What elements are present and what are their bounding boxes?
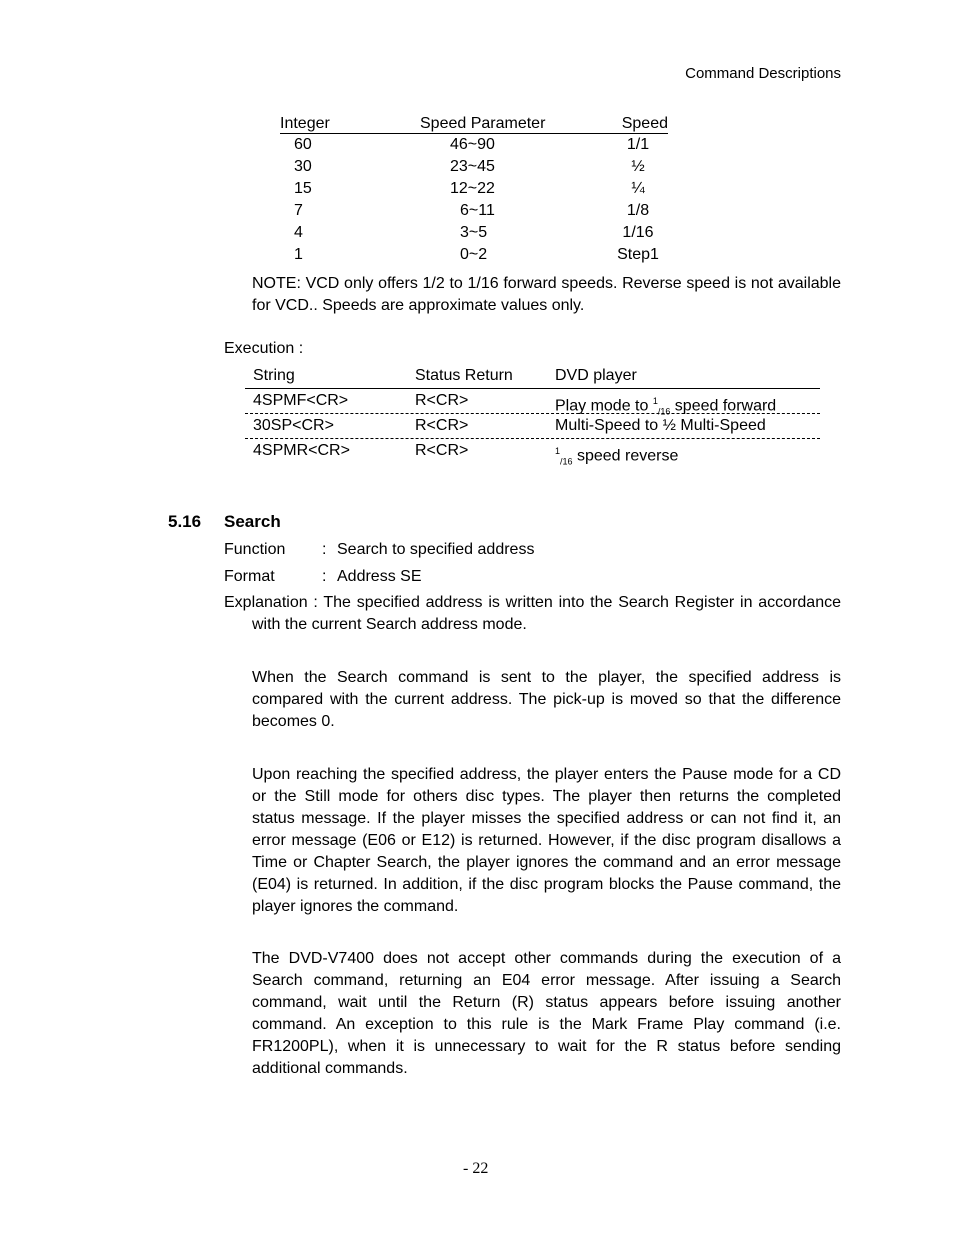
cell-status: R<CR> (415, 417, 469, 434)
search-paragraph-1: When the Search command is sent to the player, the specified address is compared with the current address. The pick-up is moved so that the difference becomes 0. (252, 669, 841, 730)
cell-integer: 7 (294, 202, 303, 219)
table-row (245, 414, 820, 439)
explanation-paragraph: Explanation : The specified address is written into the Search Register in accordance with the current Search address mode. (224, 594, 841, 633)
cell-param: 0~2 (460, 246, 488, 263)
cell-speed: 1/16 (622, 224, 654, 241)
section-title: Search (224, 512, 281, 531)
function-value: Search to specified address (337, 541, 535, 558)
cell-param: 6~11 (460, 202, 495, 219)
cell-param: 3~5 (460, 224, 488, 241)
fraction-numerator: 1 (652, 396, 658, 406)
table-row (280, 244, 668, 266)
col-string: String (253, 367, 295, 384)
cell-speed: ¼ (631, 180, 645, 197)
cell-string: 4SPMF<CR> (253, 392, 349, 409)
function-colon: : (322, 541, 327, 558)
cell-description (555, 441, 678, 472)
table-row (280, 156, 668, 178)
col-speed-parameter: Speed Parameter (420, 115, 546, 132)
search-paragraph-3: The DVD-V7400 does not accept other commands during the execution of a Search command, returning an E04 error message. After issuing a Search command, wait until the Return (R) status appears before issuing another command. An exception to this rule is the Mark Frame Play command (i.e. FR1200PL), when it is unnecessary to wait for the R status before sending additional commands. (252, 950, 841, 1077)
vcd-note: NOTE: VCD only offers 1/2 to 1/16 forward speeds. Reverse speed is not available for VCD.. Speeds are approximate values only. (252, 275, 841, 314)
cell-status: R<CR> (415, 442, 469, 459)
speed-table (280, 114, 668, 266)
format-label: Format (224, 568, 275, 585)
cell-speed: Step1 (617, 246, 659, 263)
cell-integer: 60 (294, 136, 312, 153)
cell-integer: 15 (294, 180, 312, 197)
cell-param: 23~45 (450, 158, 495, 175)
speed-table-header (280, 114, 668, 134)
fraction-denominator: /16 (560, 456, 573, 467)
cell-description: Multi-Speed to ½ Multi-Speed (555, 417, 766, 434)
table-row (280, 222, 668, 244)
table-row (280, 178, 668, 200)
desc-text: speed forward (670, 397, 777, 415)
execution-table-header (245, 364, 820, 389)
function-label: Function (224, 541, 286, 558)
cell-string: 30SP<CR> (253, 417, 334, 434)
col-integer: Integer (280, 115, 330, 132)
col-speed: Speed (621, 115, 668, 132)
cell-speed: 1/8 (626, 202, 650, 219)
table-row (245, 389, 820, 417)
page-number: - 22 (463, 1160, 489, 1177)
format-colon: : (322, 568, 327, 585)
cell-integer: 30 (294, 158, 312, 175)
cell-string: 4SPMR<CR> (253, 442, 350, 459)
section-number: 5.16 (168, 512, 202, 531)
format-value: Address SE (337, 568, 422, 585)
execution-table (245, 364, 820, 467)
fraction-numerator: 1 (555, 446, 561, 456)
table-row (245, 439, 820, 467)
col-dvd-player: DVD player (555, 367, 637, 384)
table-row (280, 134, 668, 156)
col-status-return: Status Return (415, 367, 513, 384)
cell-speed: 1/1 (626, 136, 650, 153)
cell-integer: 4 (294, 224, 303, 241)
cell-status: R<CR> (415, 392, 469, 409)
table-row (280, 200, 668, 222)
search-paragraph-2: Upon reaching the specified address, the player enters the Pause mode for a CD or the Still mode for others disc types. The player then returns the completed status message. If the player misses the specified address or can not find it, an error message (E06 or E12) is returned. However, if the disc program disallows a Time or Chapter Search, the player ignores the command and an error message (E04) is returned. In addition, if the disc program blocks the Pause command, the player ignores the command. (252, 766, 841, 915)
fraction-denominator: /16 (657, 406, 671, 417)
cell-speed: ½ (631, 158, 645, 175)
page-header: Command Descriptions (685, 65, 841, 82)
desc-text: Play mode to (555, 397, 653, 415)
execution-label: Execution : (224, 340, 304, 357)
cell-integer: 1 (294, 246, 303, 263)
cell-param: 46~90 (450, 136, 495, 153)
cell-param: 12~22 (450, 180, 495, 197)
desc-text: speed reverse (572, 447, 679, 465)
